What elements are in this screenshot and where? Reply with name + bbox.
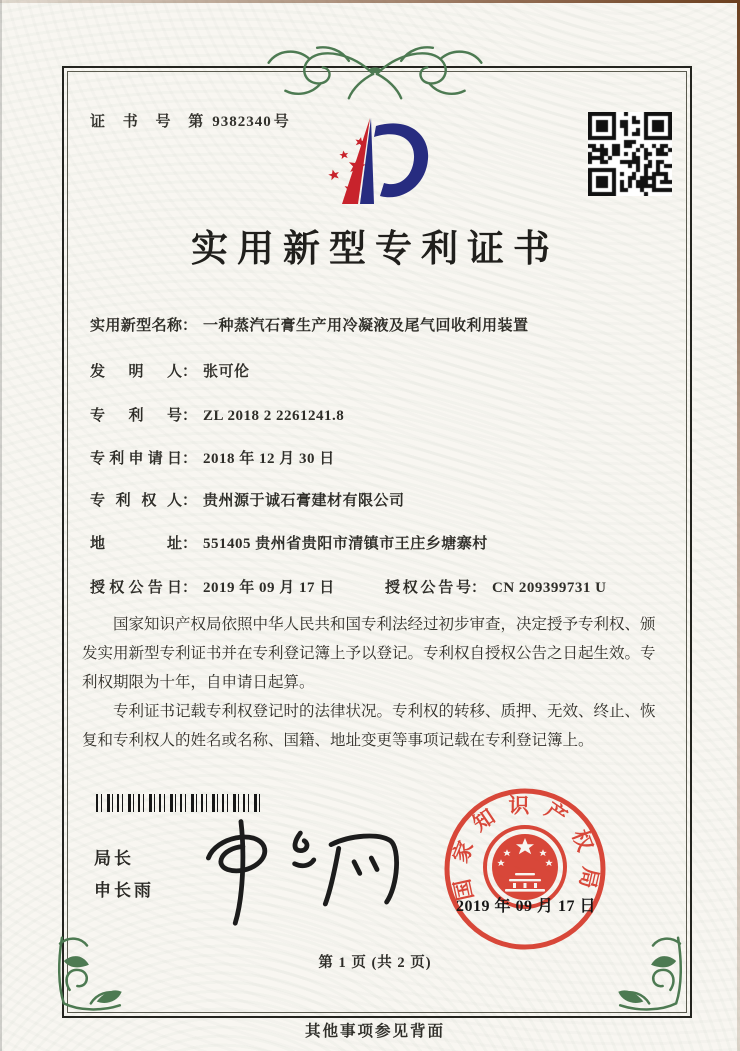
field-colon: ： bbox=[182, 364, 198, 380]
signer-title: 局长 bbox=[94, 849, 134, 868]
field-label: 专利权人 bbox=[90, 493, 182, 509]
field-colon: ： bbox=[182, 408, 198, 424]
field-value: 张可伦 bbox=[203, 364, 250, 380]
field-colon: ： bbox=[182, 451, 198, 467]
field-value: 2018 年 12 月 30 日 bbox=[203, 451, 335, 467]
field-row-inventor bbox=[90, 360, 660, 381]
certificate-number bbox=[90, 110, 289, 131]
scan-edge-left bbox=[0, 0, 2, 1051]
field-colon: ： bbox=[182, 318, 198, 334]
field-row-utility-model-name bbox=[90, 314, 660, 335]
field-label: 专利号 bbox=[90, 408, 182, 424]
field-label: 地址 bbox=[90, 536, 182, 552]
grant-date-label: 授权公告日 bbox=[90, 580, 182, 596]
bottom-left-ornament-icon bbox=[48, 932, 126, 1014]
legal-text-block bbox=[82, 610, 662, 755]
back-note: 其他事项参见背面 bbox=[304, 1023, 445, 1040]
field-colon: ： bbox=[182, 493, 198, 509]
grant-number-group bbox=[385, 576, 607, 597]
signature-icon bbox=[185, 812, 410, 927]
grant-number-label: 授权公告号 bbox=[385, 580, 471, 596]
field-row-patent-number bbox=[90, 404, 660, 425]
certificate-number-prefix: 证 书 号 第 bbox=[90, 114, 211, 130]
field-row-filing-date bbox=[90, 447, 660, 468]
seal-org-text: 国家知识产权局 bbox=[447, 793, 603, 904]
field-label: 专利申请日 bbox=[90, 451, 182, 467]
certificate-number-value: 9382340 bbox=[212, 114, 272, 130]
cnipa-logo-icon bbox=[318, 112, 458, 212]
field-row-address bbox=[90, 532, 660, 553]
signer-block bbox=[94, 843, 154, 907]
page-indicator: 第 1 页 (共 2 页) bbox=[318, 955, 432, 971]
official-seal-icon bbox=[441, 785, 609, 953]
barcode bbox=[96, 794, 262, 812]
grant-number-value: CN 209399731 U bbox=[492, 580, 607, 596]
field-value: 贵州源于诚石膏建材有限公司 bbox=[203, 493, 405, 509]
field-value: ZL 2018 2 2261241.8 bbox=[203, 408, 345, 424]
legal-paragraph-2: 专利证书记载专利权登记时的法律状况。专利权的转移、质押、无效、终止、恢复和专利权人的姓名或名称、国籍、地址变更等事项记载在专利登记簿上。 bbox=[82, 703, 656, 749]
field-colon: ： bbox=[471, 580, 487, 596]
seal-date: 2019 年 09 月 17 日 bbox=[455, 898, 596, 915]
bottom-right-ornament-icon bbox=[614, 932, 692, 1014]
scan-edge-top bbox=[0, 0, 740, 3]
field-label: 发明人 bbox=[90, 364, 182, 380]
grant-date-value: 2019 年 09 月 17 日 bbox=[203, 580, 335, 596]
field-row-patentee bbox=[90, 489, 660, 510]
field-colon: ： bbox=[182, 536, 198, 552]
signer-name: 申长雨 bbox=[94, 881, 154, 900]
qr-code bbox=[588, 112, 672, 196]
certificate-number-suffix: 号 bbox=[273, 114, 289, 130]
field-colon: ： bbox=[182, 580, 198, 596]
field-value: 一种蒸汽石膏生产用冷凝液及尾气回收利用装置 bbox=[203, 318, 529, 334]
top-center-ornament-icon bbox=[263, 42, 487, 104]
field-row-grant bbox=[90, 576, 660, 597]
field-label: 实用新型名称 bbox=[90, 318, 182, 334]
legal-paragraph-1: 国家知识产权局依照中华人民共和国专利法经过初步审查，决定授予专利权、颁发实用新型专利证书并在专利登记簿上予以登记。专利权自授权公告之日起生效。专利权期限为十年，自申请日起算。 bbox=[82, 616, 656, 691]
field-value: 551405 贵州省贵阳市清镇市王庄乡塘寨村 bbox=[203, 536, 488, 552]
certificate-title: 实用新型专利证书 bbox=[191, 229, 559, 270]
